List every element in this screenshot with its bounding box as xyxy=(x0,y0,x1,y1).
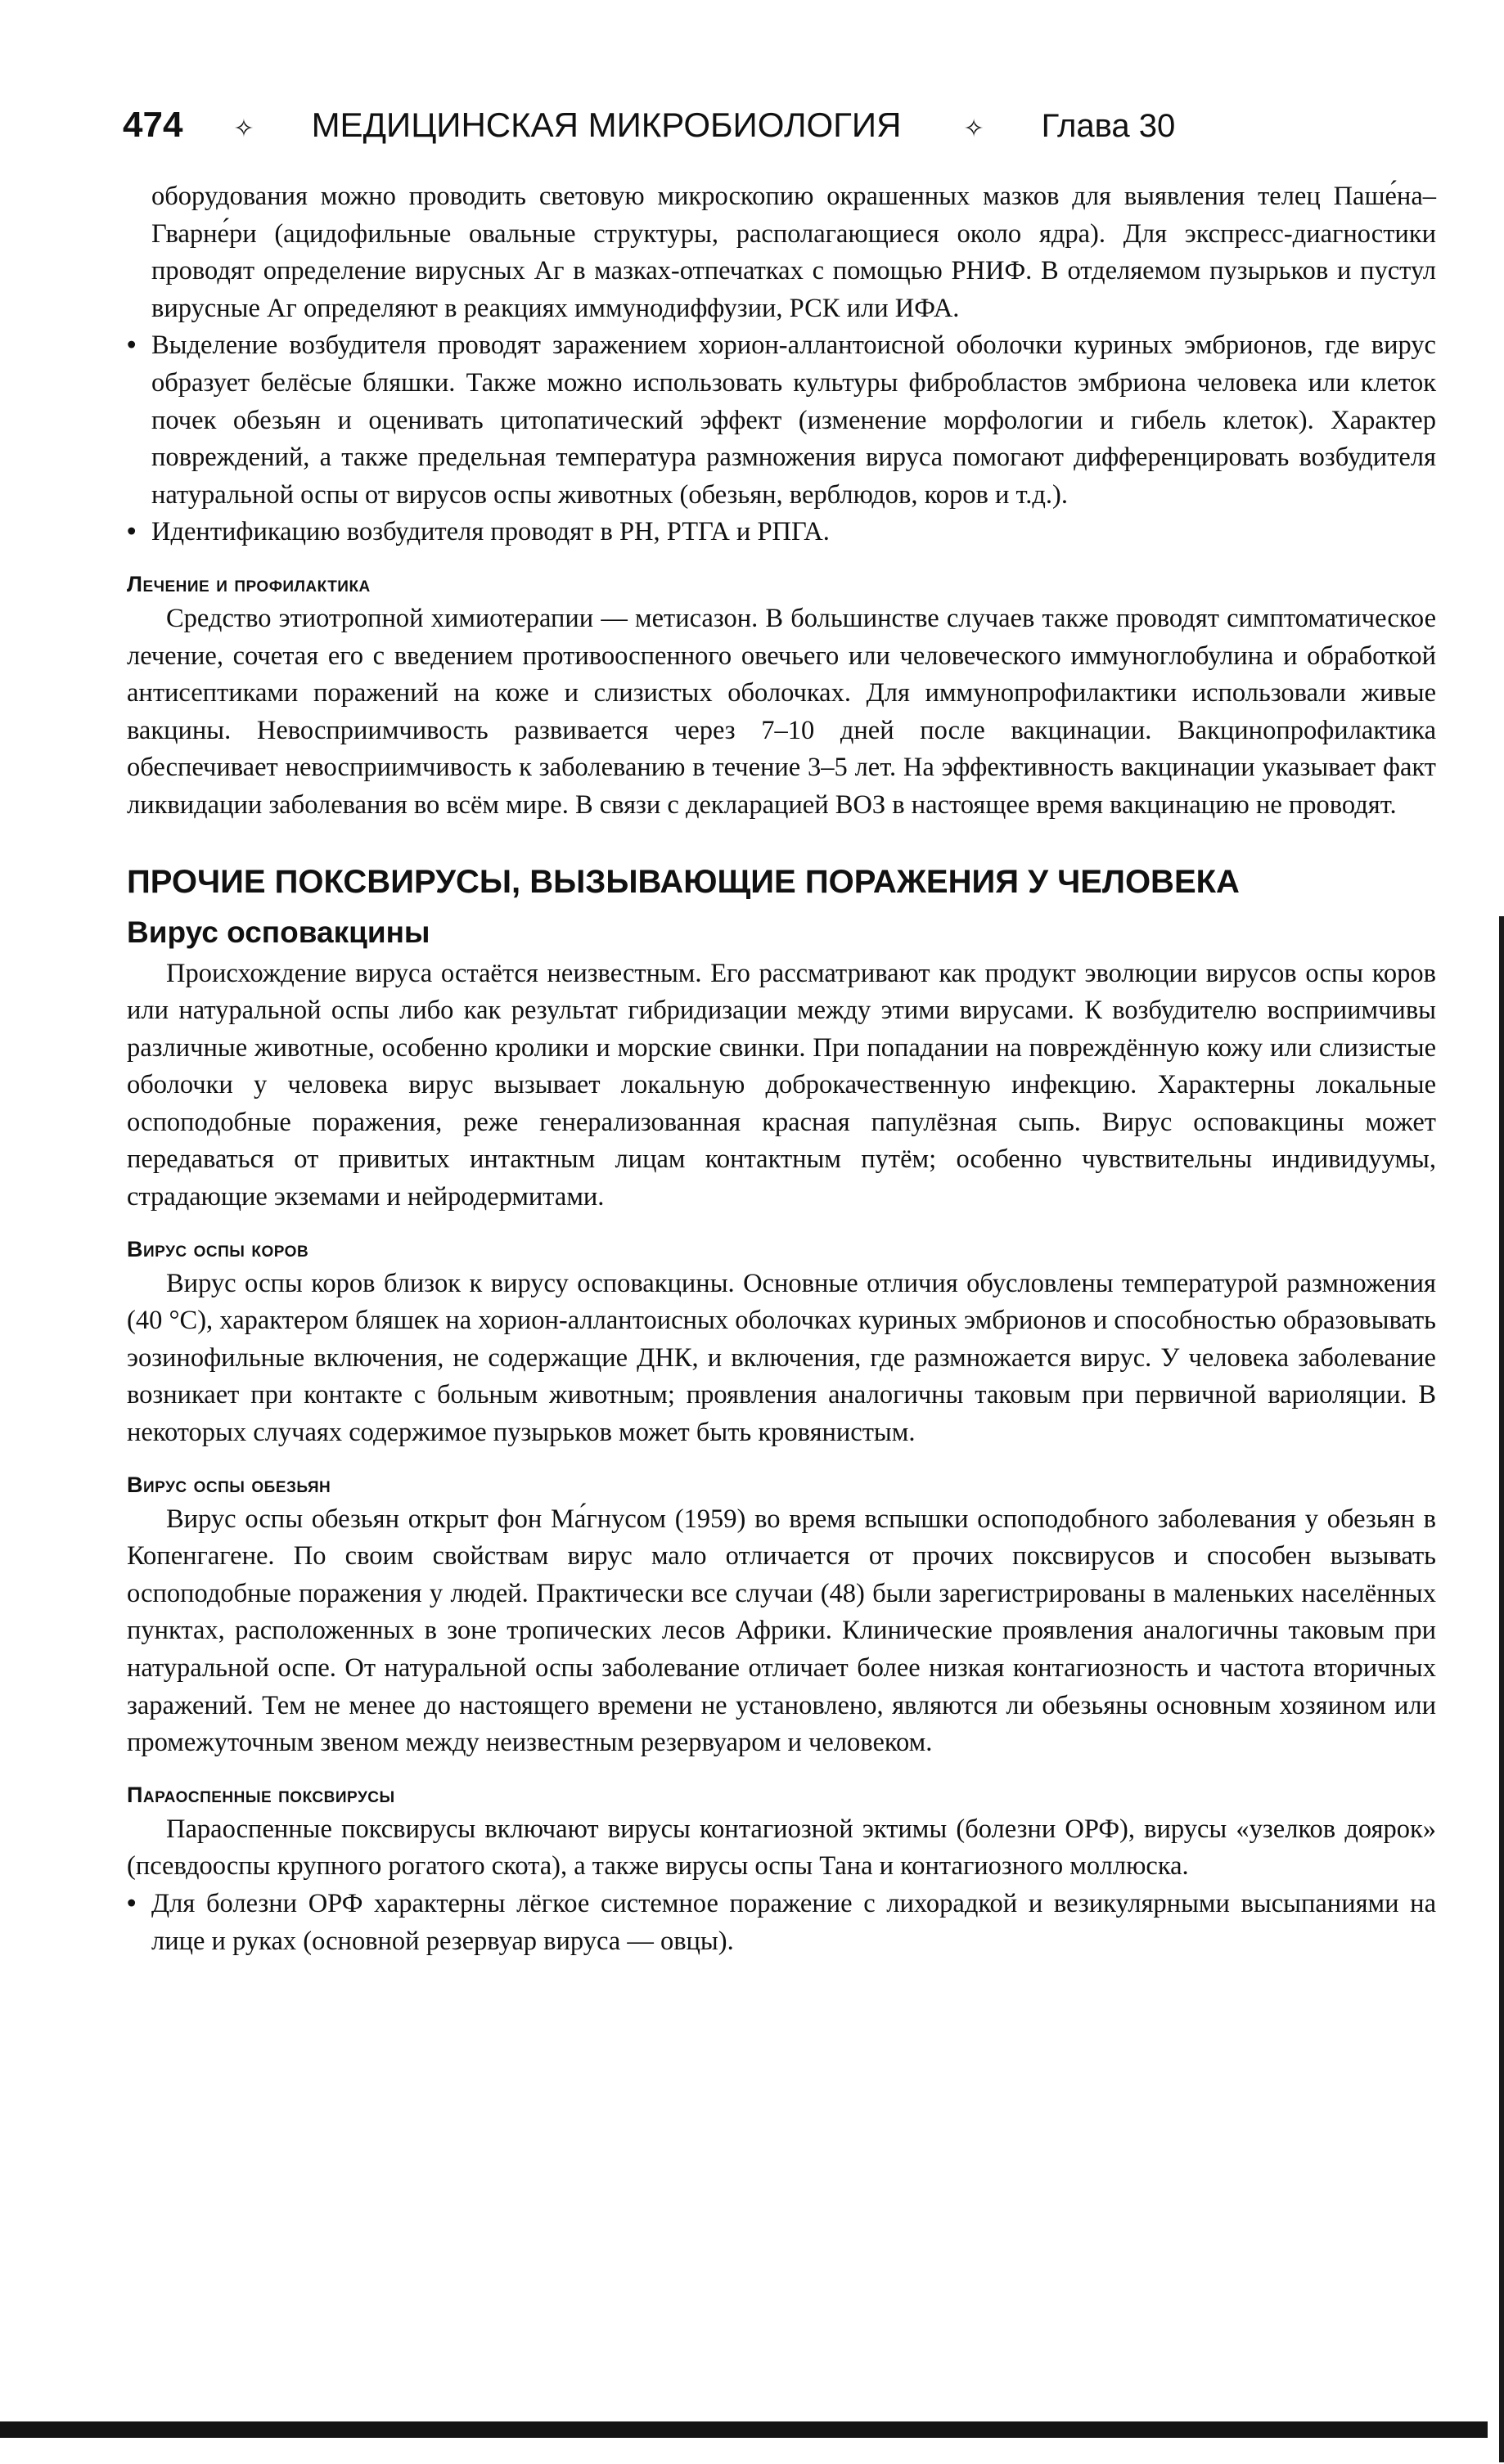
monkeypox-paragraph: Вирус оспы обезьян открыт фон Ма́гнусом (1959) во время вспышки оспоподобного заболевания у обезьян в Копенгагене. По своим свойствам вирус мало отличается от прочих поксвирусов и способен вызывать оспоподобные поражения у людей. Практически все случаи (48) были зарегистрированы в маленьких населённых пунктах, расположенных в зоне тропических лесов Африки. Клинические проявления аналогичны таковым при натуральной оспе. От натуральной оспы заболевание отличает более низкая контагиозность и частота вторичных заражений. Тем не менее до настоящего времени не установлено, являются ли обезьяны основным хозяином или промежуточным звеном между неизвестным резервуаром и человеком. xyxy=(127,1504,1436,1758)
bullet-icon: • xyxy=(127,330,137,361)
parapox-heading: Параоспенные поксвирусы xyxy=(127,1782,395,1807)
cowpox-paragraph: Вирус оспы коров близок к вирусу осповакцины. Основные отличия обусловлены температурой размножения (40 °С), характером бляшек на хорион-аллантоисных оболочках куриных эмбрионов и способностью образовывать эозинофильные включения, не содержащие ДНК, и включения, где размножается вирус. У человека заболевание возникает при контакте с больным животным; проявления аналогичны таковым при первичной вариоляции. В некоторых случаях содержимое пузырьков может быть кровянистым. xyxy=(127,1268,1436,1448)
page-body xyxy=(127,178,1436,1960)
diamond-ornament-icon: ✧ xyxy=(233,115,254,142)
diamond-ornament-icon: ✧ xyxy=(963,115,984,142)
diagnostics-paragraph: оборудования можно проводить световую микроскопию окрашенных мазков для выявления телец Паше́на–Гварне́ри (ацидофильные овальные структуры, располагающиеся около ядра). Для экспресс-диагностики проводят определение вирусных Аг в мазках-отпечатках с помощью РНИФ. В отделяемом пузырьков и пустул вирусные Аг определяют в реакциях иммунодиффузии, РСК или ИФА. xyxy=(151,182,1436,323)
running-head xyxy=(123,105,1432,154)
cowpox-heading: Вирус оспы коров xyxy=(127,1236,309,1261)
list-item xyxy=(127,1886,1436,1960)
list-item xyxy=(127,514,1436,551)
vaccinia-paragraph: Происхождение вируса остаётся неизвестным. Его рассматривают как продукт эволюции вирусов оспы коров или натуральной оспы либо как результат гибридизации между этими вирусами. К возбудителю восприимчивы различные животные, особенно кролики и морские свинки. При попадании на повреждённую кожу или слизистые оболочки у человека вирус вызывает локальную доброкачественную инфекцию. Характерны локальные оспоподобные поражения, реже генерализованная красная папулёзная сыпь. Вирус осповакцины может передаваться от привитых интактным лицам контактным путём; особенно чувствительны индивидуумы, страдающие экземами и нейродермитами. xyxy=(127,958,1436,1212)
treatment-heading: Лечение и профилактика xyxy=(127,571,371,596)
list-item-text: Идентификацию возбудителя проводят в РН, РТГА и РПГА. xyxy=(151,517,830,547)
section-title: ПРОЧИЕ ПОКСВИРУСЫ, ВЫЗЫВАЮЩИЕ ПОРАЖЕНИЯ У ЧЕЛОВЕКА xyxy=(127,863,1240,900)
book-title: МЕДИЦИНСКАЯ МИКРОБИОЛОГИЯ xyxy=(311,106,902,144)
chapter-label: Глава 30 xyxy=(1041,108,1176,144)
list-item-text: Выделение возбудителя проводят заражением хорион-аллантоисной оболочки куриных эмбрионов, где вирус образует белёсые бляшки. Также можно использовать культуры фибробластов эмбриона человека или клеток почек обезьян и оценивать цитопатический эффект (изменение морфологии и гибель клеток). Характер повреждений, а также предельная температура размножения вируса помогают дифференцировать возбудителя натуральной оспы от вирусов оспы животных (обезьян, верблюдов, коров и т.д.). xyxy=(151,330,1436,510)
bullet-icon: • xyxy=(127,517,137,547)
list-item-text: Для болезни ОРФ характерны лёгкое системное поражение с лихорадкой и везикулярными высыпаниями на лице и руках (основной резервуар вируса — овцы). xyxy=(151,1888,1436,1956)
vaccinia-subtitle: Вирус осповакцины xyxy=(127,915,430,949)
bullet-icon: • xyxy=(127,1888,137,1918)
bottom-scan-bar xyxy=(0,2421,1488,2438)
parapox-paragraph: Параоспенные поксвирусы включают вирусы контагиозной эктимы (болезни ОРФ), вирусы «узелков доярок» (псевдооспы крупного рогатого скота), а также вирусы оспы Тана и контагиозного моллюска. xyxy=(127,1814,1436,1882)
treatment-paragraph: Средство этиотропной химиотерапии — метисазон. В большинстве случаев также проводят симптоматическое лечение, сочетая его с введением противооспенного овечьего или человеческого иммуноглобулина и обработкой антисептиками поражений на коже и слизистых оболочках. Для иммунопрофилактики использовали живые вакцины. Невосприимчивость развивается через 7–10 дней после вакцинации. Вакцинопрофилактика обеспечивает невосприимчивость к заболеванию в течение 3–5 лет. На эффективность вакцинации указывает факт ликвидации заболевания во всём мире. В связи с декларацией ВОЗ в настоящее время вакцинацию не проводят. xyxy=(127,603,1436,820)
monkeypox-heading: Вирус оспы обезьян xyxy=(127,1472,331,1497)
list-item xyxy=(127,327,1436,514)
scan-edge-shadow xyxy=(1499,916,1504,2462)
page-number: 474 xyxy=(123,105,183,145)
